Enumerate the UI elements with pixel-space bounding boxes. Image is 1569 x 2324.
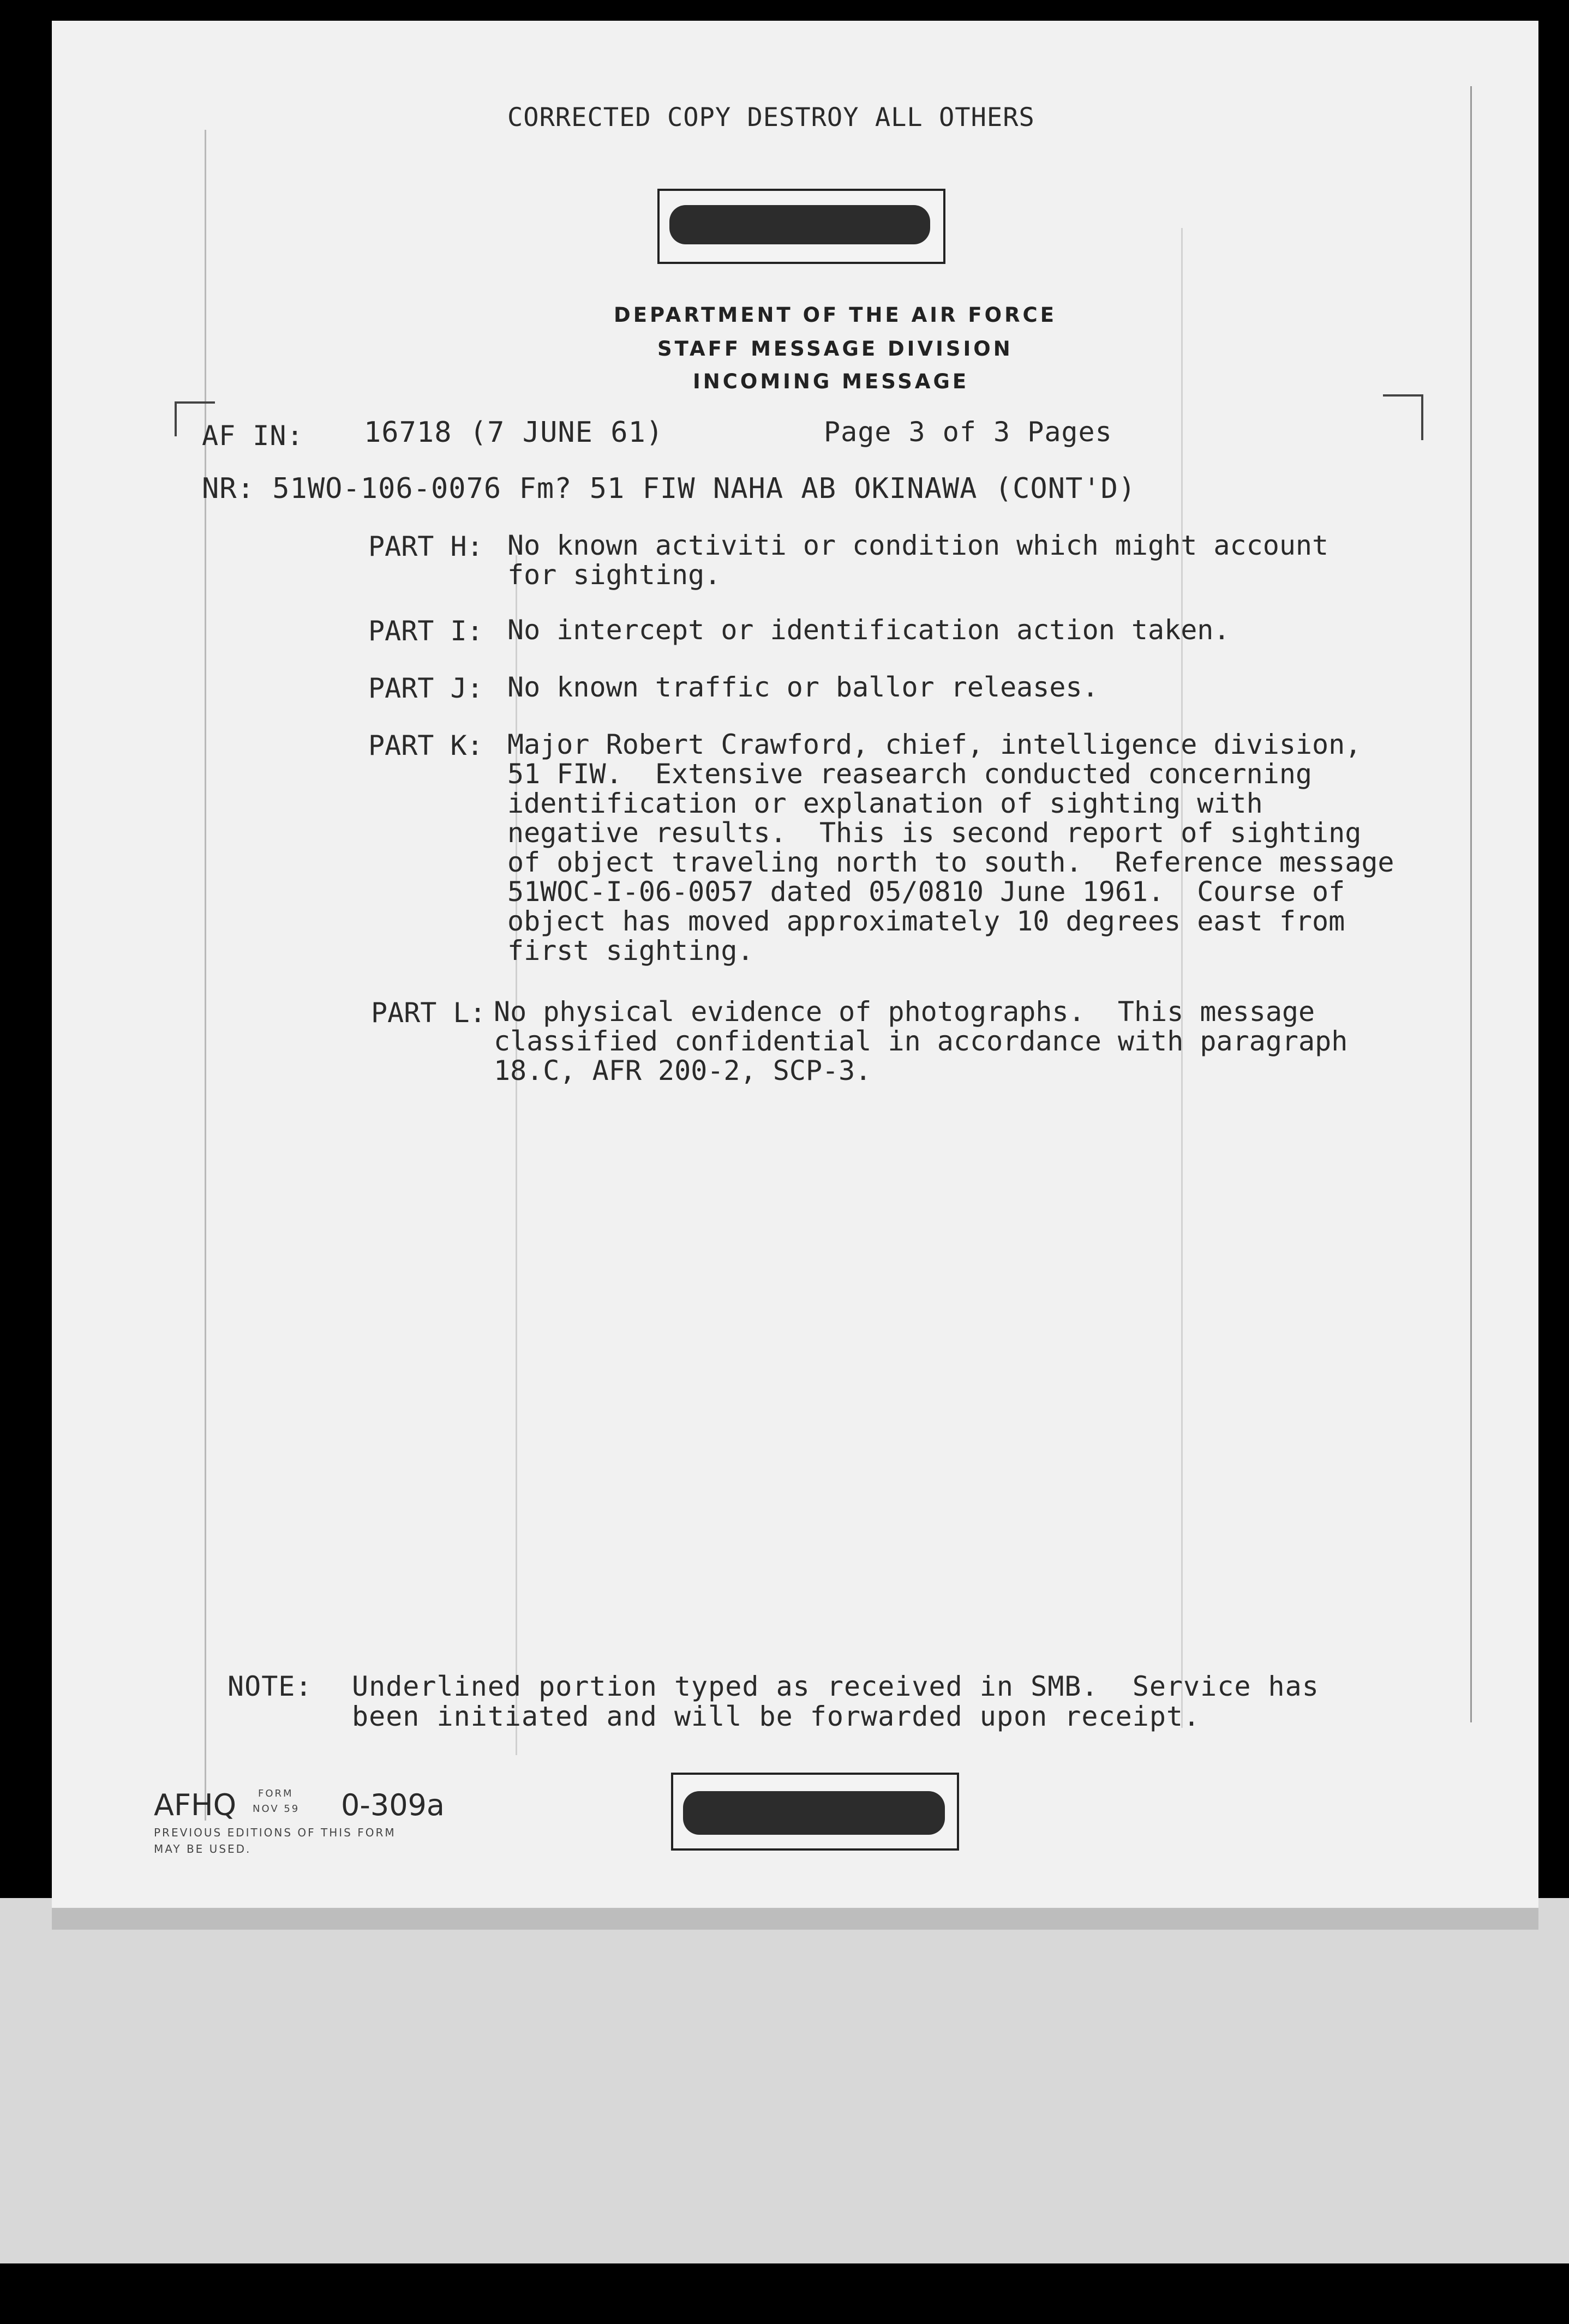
form-org: AFHQ: [154, 1788, 237, 1822]
message-page: [52, 21, 1538, 1908]
part-k-line-6: 51WOC-I-06-0057 dated 05/0810 June 1961. Course of: [507, 876, 1345, 908]
film-border-top: [0, 0, 1569, 21]
part-l-line-1: No physical evidence of photographs. This message: [494, 996, 1315, 1028]
part-l-line-3: 18.C, AFR 200-2, SCP-3.: [494, 1055, 872, 1086]
redacted-classification: [669, 205, 930, 244]
message-number-line: NR: 51WO-106-0076 Fm? 51 FIW NAHA AB OKINAWA (CONT'D): [202, 472, 1136, 505]
part-l-label: PART L:: [371, 997, 486, 1029]
af-in-label: AF IN:: [202, 420, 304, 452]
department-heading: DEPARTMENT OF THE AIR FORCE: [614, 303, 1057, 327]
form-word: FORM: [258, 1788, 294, 1799]
part-i-label: PART I:: [368, 615, 483, 647]
division-heading: STAFF MESSAGE DIVISION: [657, 337, 1013, 361]
scan-backing: [0, 1898, 1569, 2324]
part-j-label: PART J:: [368, 672, 483, 704]
redacted-bottom-classification: [683, 1791, 945, 1835]
corner-bracket-right: [1383, 394, 1423, 440]
message-type-heading: INCOMING MESSAGE: [693, 370, 969, 393]
part-k-line-4: negative results. This is second report of sighting: [507, 817, 1362, 849]
part-h-line-2: for sighting.: [507, 559, 721, 591]
part-i-line-1: No intercept or identification action taken.: [507, 614, 1230, 646]
page-count: Page 3 of 3 Pages: [824, 416, 1112, 448]
note-line-1: Underlined portion typed as received in SMB. Service has: [352, 1671, 1319, 1702]
part-k-line-1: Major Robert Crawford, chief, intelligence division,: [507, 729, 1362, 760]
note-label: NOTE:: [227, 1671, 313, 1702]
page-shadow: [52, 1908, 1538, 1930]
classification-stamp-box: [657, 189, 945, 264]
form-editions-line-2: MAY BE USED.: [154, 1842, 251, 1855]
part-j-line-1: No known traffic or ballor releases.: [507, 671, 1099, 703]
part-k-line-5: of object traveling north to south. Reference message: [507, 846, 1394, 878]
part-k-line-2: 51 FIW. Extensive reasearch conducted concerning: [507, 758, 1313, 790]
part-k-line-3: identification or explanation of sighting with: [507, 788, 1263, 819]
note-line-2: been initiated and will be forwarded upon receipt.: [352, 1701, 1201, 1732]
part-h-label: PART H:: [368, 531, 483, 562]
margin-line-edge: [1470, 86, 1472, 1722]
part-k-line-7: object has moved approximately 10 degrees east from: [507, 905, 1345, 937]
film-border-bottom: [0, 2263, 1569, 2324]
margin-line-left: [205, 130, 206, 1821]
part-l-line-2: classified confidential in accordance with paragraph: [494, 1025, 1348, 1057]
part-k-label: PART K:: [368, 730, 483, 761]
margin-line-right: [1181, 228, 1183, 1728]
part-k-line-8: first sighting.: [507, 935, 754, 966]
corrected-copy-banner: CORRECTED COPY DESTROY ALL OTHERS: [507, 103, 1035, 133]
af-in-value: 16718 (7 JUNE 61): [364, 416, 664, 449]
form-date: NOV 59: [253, 1803, 300, 1815]
form-number: 0-309a: [341, 1788, 445, 1822]
bottom-classification-box: [671, 1773, 959, 1851]
form-editions-line-1: PREVIOUS EDITIONS OF THIS FORM: [154, 1826, 396, 1839]
part-h-line-1: No known activiti or condition which might account: [507, 530, 1329, 561]
